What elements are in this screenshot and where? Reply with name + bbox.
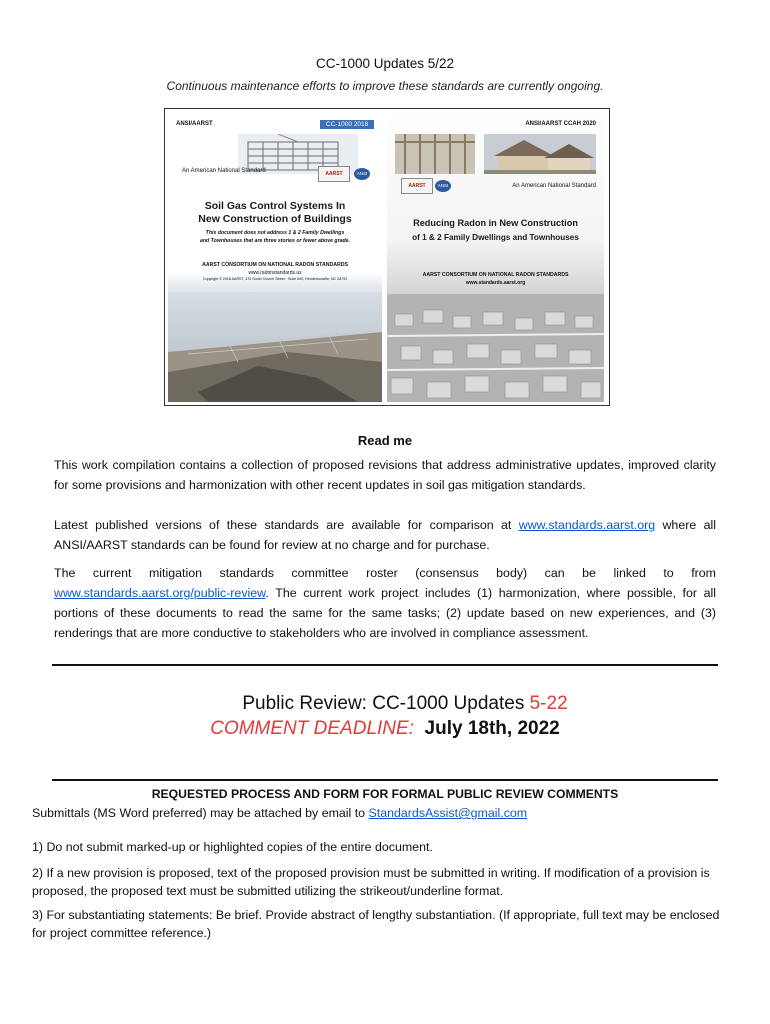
- neighborhood-aerial-photo: [387, 294, 604, 402]
- process-heading: REQUESTED PROCESS AND FORM FOR FORMAL PUBLIC REVIEW COMMENTS: [151, 787, 619, 801]
- cover-left-consortium: AARST CONSORTIUM ON NATIONAL RADON STANDARDS: [202, 262, 348, 268]
- cover-right-code-label: ANSI/AARST CCAH 2020: [525, 121, 596, 127]
- cover-left-note-line2: and Townhouses that are three stories or fewer above grade.: [200, 238, 350, 244]
- ansi-logo-icon: ANSI: [354, 168, 370, 180]
- document-subtitle: Continuous maintenance efforts to improve these standards are currently ongoing.: [166, 79, 604, 93]
- public-review-version: 5-22: [529, 693, 568, 714]
- cover-right-consortium: AARST CONSORTIUM ON NATIONAL RADON STANDARDS: [422, 272, 569, 278]
- public-review-link[interactable]: www.standards.aarst.org/public-review: [54, 586, 266, 600]
- para2-text: Latest published versions of these standards are available for comparison at: [54, 518, 519, 532]
- document-title: CC-1000 Updates 5/22: [315, 56, 455, 71]
- section-divider: [52, 779, 718, 781]
- public-review-title-text: Public Review: CC-1000 Updates: [242, 693, 530, 714]
- standards-assist-email-link[interactable]: StandardsAssist@gmail.com: [368, 806, 528, 820]
- comment-deadline-date: July 18th, 2022: [424, 718, 560, 739]
- cover-left-website: www.radonstandards.us: [248, 270, 302, 276]
- readme-paragraph-1: This work compilation contains a collection of proposed revisions that address administrative updates, improved clarity for some provisions and harmonization with other recent updates in soil gas mitigation standards.: [54, 458, 716, 492]
- cover-right-title-line2: of 1 & 2 Family Dwellings and Townhouses: [412, 233, 579, 242]
- readme-paragraph-3: [54, 563, 716, 643]
- readme-heading: Read me: [357, 433, 413, 448]
- section-divider: [52, 664, 718, 666]
- cover-left-title-line2: New Construction of Buildings: [198, 213, 352, 225]
- para2-text-end: where all ANSI/AARST standards can be found for review at no charge and for purchase.: [54, 518, 716, 552]
- public-review-title: [0, 693, 770, 715]
- aarst-logo-icon: AARST: [401, 178, 433, 194]
- standards-cover-images: [164, 108, 610, 406]
- foundation-site-photo: [168, 292, 382, 402]
- cover-left-copyright: Copyright © 2018 AARST, 475 South Church Street · Suite 600, Hendersonville, NC 28792: [202, 277, 348, 281]
- ansi-logo-icon: ANSI: [435, 180, 451, 192]
- cover-left-org-label: ANSI/AARST: [176, 121, 213, 127]
- process-item-3: 3) For substantiating statements: Be brief. Provide abstract of lengthy substantiation. (If appropriate, full text may be enclosed for project committee reference.): [32, 908, 720, 940]
- process-item-2: 2) If a new provision is proposed, text of the proposed provision must be submitted in writing. If modification of a provision is proposed, the proposed text must be submitted utilizing the strikeout/underline format.: [32, 866, 710, 898]
- comment-deadline: [0, 718, 770, 740]
- standards-link[interactable]: www.standards.aarst.org: [518, 518, 656, 532]
- comment-deadline-label: COMMENT DEADLINE:: [210, 718, 414, 739]
- para3-text: The current mitigation standards committee roster (consensus body) can be linked to from: [54, 566, 716, 580]
- framing-photo: [395, 134, 475, 174]
- cover-ccah: [387, 112, 604, 402]
- cover-left-note-line1: This document does not address 1 & 2 Family Dwellings: [205, 230, 345, 236]
- cover-right-ans-label: An American National Standard: [512, 183, 596, 189]
- submittals-text: [32, 804, 722, 822]
- submittals-text-start: Submittals (MS Word preferred) may be attached by email to: [32, 806, 369, 820]
- cover-left-ans-label: An American National Standard: [182, 168, 266, 174]
- cover-cc1000: [168, 112, 382, 402]
- aarst-logo-icon: AARST: [318, 166, 350, 182]
- para3-text-end: . The current work project includes (1) harmonization, where possible, for all portions of these documents to read the same for the same tasks; (2) update based on new experiences, and (3) renderings that are more conductive to stakeholders who are involved in compliance assessment.: [54, 586, 716, 640]
- cover-right-website: www.standards.aarst.org: [465, 280, 526, 286]
- cover-right-title-line1: Reducing Radon in New Construction: [413, 218, 578, 228]
- house-photo: [484, 134, 596, 174]
- cover-left-code-badge: CC-1000 2018: [320, 120, 374, 129]
- cover-left-title-line1: Soil Gas Control Systems In: [204, 200, 346, 212]
- process-item-1: 1) Do not submit marked-up or highlighted copies of the entire document.: [32, 840, 433, 854]
- readme-paragraph-2: [54, 515, 716, 555]
